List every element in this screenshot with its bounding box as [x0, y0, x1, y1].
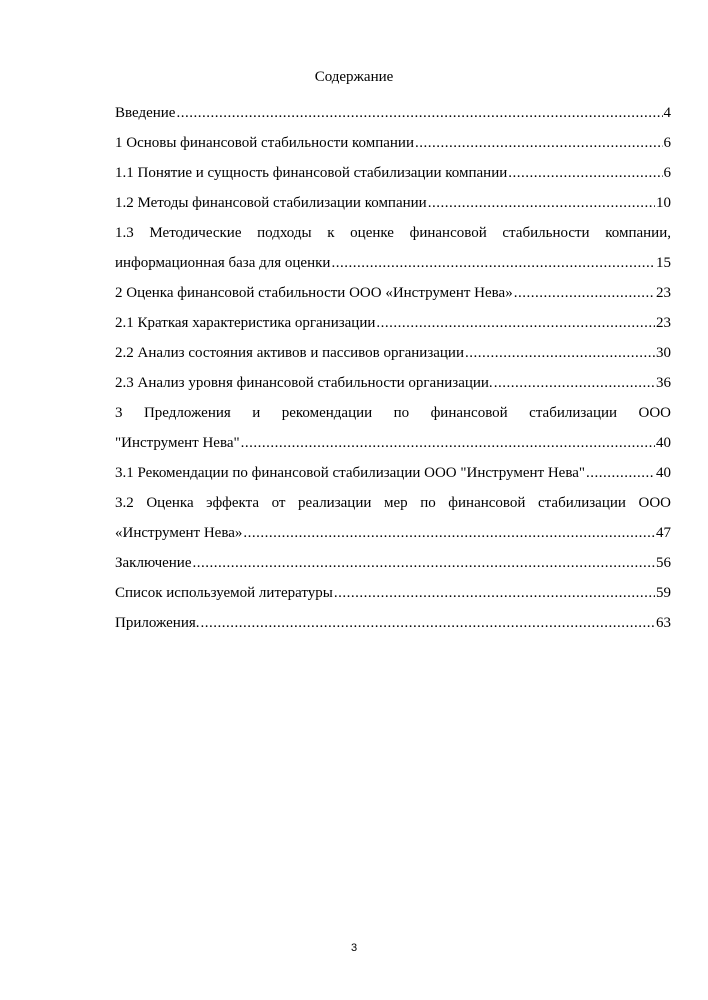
toc-entry-page: 15 [656, 255, 671, 271]
toc-entry-page: 47 [656, 525, 671, 541]
page-number: 3 [350, 942, 358, 954]
toc-title: Содержание [314, 69, 394, 85]
toc-entry-text: «Инструмент Нева» [115, 525, 243, 541]
toc-entry-text: 2 Оценка финансовой стабильности ООО «Инструмент Нева» [115, 285, 513, 301]
toc-entry[interactable] [115, 308, 671, 338]
toc-entry[interactable] [115, 158, 671, 188]
toc-entry-page: 23 [656, 315, 671, 331]
toc-entry-page: 63 [656, 615, 671, 631]
toc-entry-text: Введение [115, 105, 176, 121]
toc-entry-page: 59 [656, 585, 671, 601]
toc-entry[interactable] [115, 548, 671, 578]
toc-entry[interactable] [115, 518, 671, 548]
toc-entry-first-line[interactable]: 3.2 Оценка эффекта от реализации мер по финансовой стабилизации ООО [115, 495, 671, 511]
toc-entry-page: 6 [663, 165, 671, 181]
toc-entry-first-line[interactable]: 1.3 Методические подходы к оценке финансовой стабильности компании, [115, 225, 671, 241]
toc-entry[interactable] [115, 578, 671, 608]
dot-leader [494, 368, 655, 398]
toc-entry-page: 6 [663, 135, 671, 151]
dot-leader [428, 188, 655, 218]
dot-leader [193, 548, 656, 578]
toc-entry[interactable] [115, 98, 671, 128]
toc-entry-text: Приложения. [115, 615, 200, 631]
toc-entry-page: 40 [656, 465, 671, 481]
toc-entry[interactable] [115, 368, 671, 398]
dot-leader [176, 98, 662, 128]
toc-entry-text: 1.1 Понятие и сущность финансовой стабилизации компании [115, 165, 508, 181]
toc-entry-page: 23 [656, 285, 671, 301]
toc-entry-page: 56 [656, 555, 671, 571]
toc-entry-text: "Инструмент Нева" [115, 435, 240, 451]
toc-entry-page: 40 [656, 435, 671, 451]
toc-entry[interactable] [115, 338, 671, 368]
toc-entry-page: 10 [656, 195, 671, 211]
dot-leader [376, 308, 655, 338]
dot-leader [241, 428, 655, 458]
dot-leader [201, 608, 656, 638]
toc-entry[interactable] [115, 608, 671, 638]
toc-entry-text: 3.1 Рекомендации по финансовой стабилизации ООО "Инструмент Нева" [115, 465, 586, 481]
toc-entry-page: 30 [656, 345, 671, 361]
toc-entry[interactable] [115, 458, 671, 488]
table-of-contents [115, 98, 671, 638]
toc-entry[interactable] [115, 188, 671, 218]
toc-entry[interactable] [115, 128, 671, 158]
toc-entry[interactable] [115, 428, 671, 458]
toc-entry[interactable] [115, 248, 671, 278]
dot-leader [508, 158, 662, 188]
toc-entry-text: Список используемой литературы [115, 585, 333, 601]
dot-leader [331, 248, 655, 278]
dot-leader [415, 128, 663, 158]
dot-leader [586, 458, 655, 488]
toc-entry-text: Заключение [115, 555, 192, 571]
toc-entry-first-line[interactable]: 3 Предложения и рекомендации по финансовой стабилизации ООО [115, 405, 671, 421]
toc-entry-text: информационная база для оценки [115, 255, 331, 271]
toc-entry-text: 1 Основы финансовой стабильности компании [115, 135, 414, 151]
toc-entry-page: 4 [663, 105, 671, 121]
toc-entry-text: 2.1 Краткая характеристика организации [115, 315, 376, 331]
dot-leader [514, 278, 655, 308]
toc-entry-page: 36 [656, 375, 671, 391]
toc-entry[interactable] [115, 278, 671, 308]
toc-entry-text: 2.3 Анализ уровня финансовой стабильности организации. [115, 375, 493, 391]
dot-leader [465, 338, 655, 368]
toc-entry-text: 2.2 Анализ состояния активов и пассивов организации [115, 345, 464, 361]
dot-leader [243, 518, 655, 548]
toc-entry-text: 1.2 Методы финансовой стабилизации компании [115, 195, 427, 211]
dot-leader [334, 578, 655, 608]
